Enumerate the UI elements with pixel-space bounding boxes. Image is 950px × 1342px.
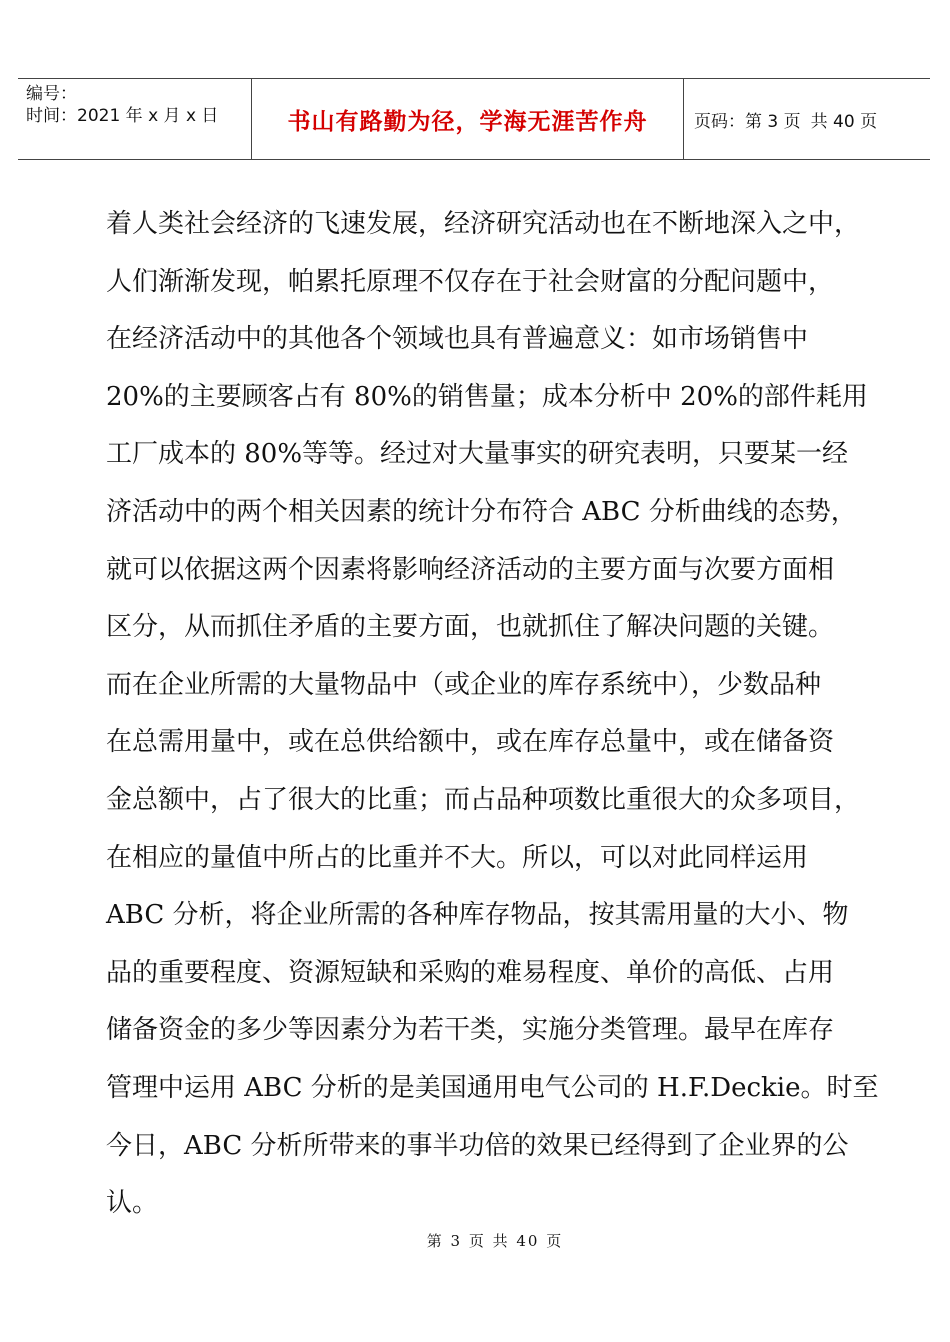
body-line: 今日，ABC 分析所带来的事半功倍的效果已经得到了企业界的公: [106, 1130, 849, 1161]
body-line: ABC 分析，将企业所需的各种库存物品，按其需用量的大小、物: [106, 900, 849, 931]
body-line: 储备资金的多少等因素分为若干类，实施分类管理。最早在库存: [106, 1015, 835, 1046]
document-number-label: 编号：: [26, 84, 77, 104]
header-page-info: [684, 79, 930, 159]
body-line: 管理中运用 ABC 分析的是美国通用电气公司的 H.F.Deckie。时至: [106, 1072, 879, 1103]
body-line: 20%的主要顾客占有 80%的销售量；成本分析中 20%的部件耗用: [106, 381, 868, 412]
body-line: 品的重要程度、资源短缺和采购的难易程度、单价的高低、占用: [106, 957, 835, 988]
body-line: 着人类社会经济的飞速发展，经济研究活动也在不断地深入之中，: [106, 209, 861, 239]
body-paragraph: [106, 196, 879, 1233]
header-page-number: 页码：第 3 页: [694, 111, 801, 132]
body-line: 人们渐渐发现，帕累托原理不仅存在于社会财富的分配问题中，: [106, 266, 835, 297]
body-line: 就可以依据这两个因素将影响经济活动的主要方面与次要方面相: [106, 554, 835, 585]
body-line: 金总额中，占了很大的比重；而占品种项数比重很大的众多项目，: [106, 784, 861, 815]
body-line: 而在企业所需的大量物品中（或企业的库存系统中），少数品种: [106, 669, 822, 700]
header-motto: 书山有路勤为径，学海无涯苦作舟: [287, 108, 648, 135]
header-meta: [18, 79, 252, 159]
header-motto-cell: [252, 79, 684, 159]
header-total-pages: 共 40 页: [810, 111, 878, 132]
body-line: 在经济活动中的其他各个领域也具有普遍意义：如市场销售中: [106, 324, 809, 355]
page-header: [18, 78, 930, 160]
document-time-label: 时间：2021 年 x 月 x 日: [26, 106, 219, 126]
body-line: 在相应的量值中所占的比重并不大。所以，可以对此同样运用: [106, 842, 809, 873]
body-line: 工厂成本的 80%等等。经过对大量事实的研究表明，只要某一经: [106, 439, 849, 470]
body-line: 认。: [106, 1188, 159, 1219]
page-footer: 第 3 页 共 40 页: [426, 1232, 564, 1250]
body-line: 济活动中的两个相关因素的统计分布符合 ABC 分析曲线的态势，: [106, 496, 857, 527]
body-line: 在总需用量中，或在总供给额中，或在库存总量中，或在储备资: [106, 727, 835, 758]
body-line: 区分，从而抓住矛盾的主要方面，也就抓住了解决问题的关键。: [106, 612, 835, 643]
